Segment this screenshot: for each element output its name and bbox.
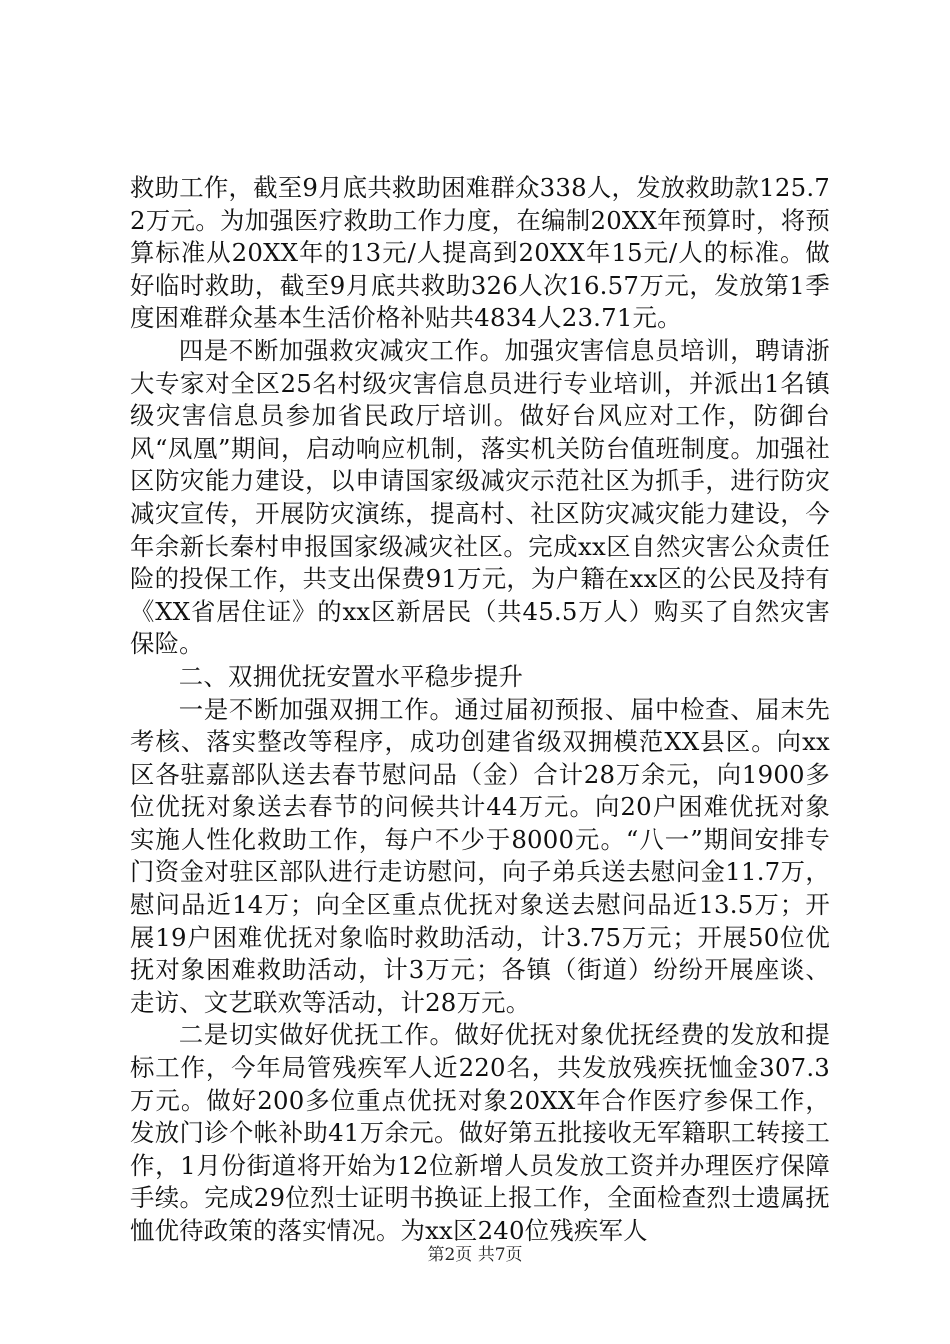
document-body: [130, 172, 830, 1248]
paragraph-relief-statistics: 救助工作，截至9月底共救助困难群众338人，发放救助款125.72万元。为加强医疗救助工作力度，在编制20XX年预算时，将预算标准从20XX年的13元/人提高到20XX年15元/人的标准。做好临时救助，截至9月底共救助326人次16.57万元，发放第1季度困难群众基本生活价格补贴共4834人23.71元。: [130, 173, 830, 333]
paragraph-preferential-care: 二是切实做好优抚工作。做好优抚对象优抚经费的发放和提标工作，今年局管残疾军人近220名，共发放残疾抚恤金307.3万元。做好200多位重点优抚对象20XX年合作医疗参保工作，发放门诊个帐补助41万余元。做好第五批接收无军籍职工转接工作，1月份街道将开始为12位新增人员发放工资并办理医疗保障手续。完成29位烈士证明书换证上报工作，全面检查烈士遗属抚恤优待政策的落实情况。为xx区240位残疾军人: [130, 1020, 830, 1245]
paragraph-disaster-reduction: 四是不断加强救灾减灾工作。加强灾害信息员培训，聘请浙大专家对全区25名村级灾害信息员进行专业培训，并派出1名镇级灾害信息员参加省民政厅培训。做好台风应对工作，防御台风“凤凰”期间，启动响应机制，落实机关防台值班制度。加强社区防灾能力建设，以申请国家级减灾示范社区为抓手，进行防灾减灾宣传，开展防灾演练，提高村、社区防灾减灾能力建设，今年余新长秦村申报国家级减灾社区。完成xx区自然灾害公众责任险的投保工作，共支出保费91万元，为户籍在xx区的公民及持有《XX省居住证》的xx区新居民（共45.5万人）购买了自然灾害保险。: [130, 335, 830, 659]
section-heading-double-support: 二、双拥优抚安置水平稳步提升: [178, 661, 524, 691]
paragraph-double-support-work: 一是不断加强双拥工作。通过届初预报、届中检查、届末先考核、落实整改等程序，成功创建省级双拥模范XX县区。向xx区各驻嘉部队送去春节慰问品（金）合计28万余元，向1900多位优抚对象送去春节的问候共计44万元。向20户困难优抚对象实施人性化救助工作，每户不少于8000元。“八一”期间安排专门资金对驻区部队进行走访慰问，向子弟兵送去慰问金11.7万，慰问品近14万；向全区重点优抚对象送去慰问品近13.5万；开展19户困难优抚对象临时救助活动，计3.75万元；开展50位优抚对象困难救助活动，计3万元；各镇（街道）纷纷开展座谈、走访、文艺联欢等活动，计28万元。: [130, 694, 830, 1017]
page-number-footer: 第2页 共7页: [427, 1245, 523, 1265]
